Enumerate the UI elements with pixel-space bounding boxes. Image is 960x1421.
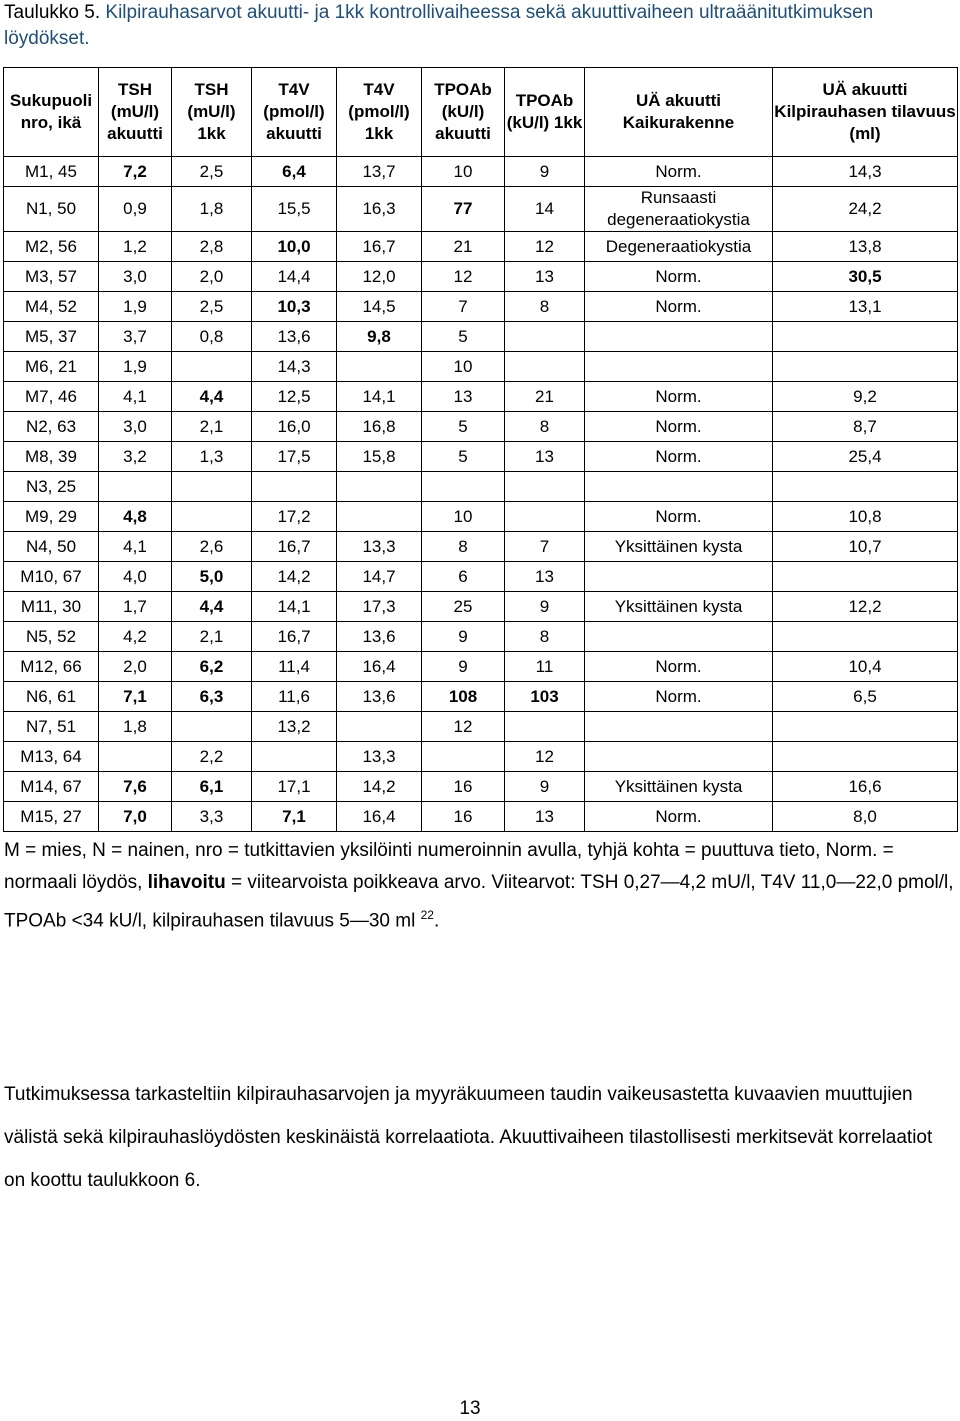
table-cell <box>773 562 958 592</box>
table-cell: 25,4 <box>773 442 958 472</box>
table-cell: 4,1 <box>99 532 172 562</box>
table-cell: 13,8 <box>773 232 958 262</box>
table-cell: 13,6 <box>337 682 422 712</box>
table-cell <box>585 712 773 742</box>
table-row <box>4 622 958 652</box>
note-reference: 22 <box>420 908 434 922</box>
table-row <box>4 157 958 187</box>
table-cell: Yksittäinen kysta <box>585 772 773 802</box>
table-cell: Norm. <box>585 442 773 472</box>
table-cell: 12,5 <box>252 382 337 412</box>
table-cell: 7,0 <box>99 802 172 832</box>
table-cell: 7,2 <box>99 157 172 187</box>
table-row <box>4 292 958 322</box>
body-paragraph: Tutkimuksessa tarkasteltiin kilpirauhasarvojen ja myyräkuumeen taudin vaikeusastetta kuvaavien muuttujien välistä sekä kilpirauhaslöydösten keskinäistä korrelaatiota. Akuuttivaiheen tilastollisesti merkitsevät korrelaatiot on koottu taulukkoon 6. <box>4 1084 933 1191</box>
table-row <box>4 742 958 772</box>
table-cell: 3,2 <box>99 442 172 472</box>
table-cell <box>773 742 958 772</box>
table-cell: M7, 46 <box>4 382 99 412</box>
table-row <box>4 262 958 292</box>
table-row <box>4 472 958 502</box>
table-cell <box>252 472 337 502</box>
table-cell <box>505 712 585 742</box>
table-cell: 2,0 <box>99 652 172 682</box>
table-cell: 2,5 <box>172 292 252 322</box>
table-row <box>4 502 958 532</box>
table-cell <box>585 622 773 652</box>
table-cell: 2,5 <box>172 157 252 187</box>
table-cell: 6 <box>422 562 505 592</box>
table-cell <box>773 352 958 382</box>
table-cell: 2,0 <box>172 262 252 292</box>
table-cell: 8,0 <box>773 802 958 832</box>
table-cell: 6,4 <box>252 157 337 187</box>
table-row <box>4 562 958 592</box>
table-cell: 9 <box>505 157 585 187</box>
table-cell: 0,9 <box>99 187 172 232</box>
table-cell <box>773 322 958 352</box>
table-cell: 14,1 <box>252 592 337 622</box>
table-cell <box>505 472 585 502</box>
table-cell <box>337 352 422 382</box>
table-cell: 12,0 <box>337 262 422 292</box>
table-cell: 4,2 <box>99 622 172 652</box>
table-cell: 12 <box>422 262 505 292</box>
table-cell <box>337 712 422 742</box>
table-row <box>4 382 958 412</box>
table-cell: Norm. <box>585 502 773 532</box>
table-cell: 2,8 <box>172 232 252 262</box>
table-cell: Norm. <box>585 802 773 832</box>
table-cell: 10 <box>422 157 505 187</box>
table-cell: Yksittäinen kysta <box>585 532 773 562</box>
column-header: TSH (mU/l) akuutti <box>99 68 172 157</box>
table-row <box>4 442 958 472</box>
table-row <box>4 352 958 382</box>
table-cell <box>505 502 585 532</box>
table-cell: 9 <box>422 622 505 652</box>
table-cell: 4,4 <box>172 382 252 412</box>
note-part2: = viitearvoista poikkeava arvo. Viitearvot: TSH 0,27—4,2 mU/l, T4V 11,0—22,0 pmol/l, TPOAb <34 kU/l, kilpirauhasen tilavuus 5—30 ml <box>4 872 954 932</box>
table-cell: 1,8 <box>172 187 252 232</box>
table-cell: Norm. <box>585 292 773 322</box>
table-cell: 12 <box>505 232 585 262</box>
table-cell: M13, 64 <box>4 742 99 772</box>
table-cell: M8, 39 <box>4 442 99 472</box>
table-cell: M15, 27 <box>4 802 99 832</box>
table-cell: 14 <box>505 187 585 232</box>
caption-text: Kilpirauhasarvot akuutti- ja 1kk kontrollivaiheessa sekä akuuttivaiheen ultraäänitutkimuksen löydökset. <box>4 2 874 49</box>
table-cell: M11, 30 <box>4 592 99 622</box>
table-cell: 13 <box>505 562 585 592</box>
table-cell: 16,8 <box>337 412 422 442</box>
table-row <box>4 532 958 562</box>
table-cell <box>505 352 585 382</box>
table-cell: 2,1 <box>172 412 252 442</box>
table-row <box>4 682 958 712</box>
page-number: 13 <box>459 1398 481 1419</box>
table-cell: M5, 37 <box>4 322 99 352</box>
table-row <box>4 712 958 742</box>
table-cell: 13,3 <box>337 742 422 772</box>
table-cell: 7,6 <box>99 772 172 802</box>
table-cell: 8,7 <box>773 412 958 442</box>
table-cell: 14,7 <box>337 562 422 592</box>
table-cell: 103 <box>505 682 585 712</box>
table-cell: 21 <box>422 232 505 262</box>
table-cell: 13,2 <box>252 712 337 742</box>
table-cell: 16,3 <box>337 187 422 232</box>
table-cell: 15,8 <box>337 442 422 472</box>
table-cell: 16,4 <box>337 802 422 832</box>
table-cell: 2,1 <box>172 622 252 652</box>
table-row <box>4 652 958 682</box>
column-header: T4V (pmol/l) akuutti <box>252 68 337 157</box>
table-cell <box>422 742 505 772</box>
table-cell: 16,7 <box>252 622 337 652</box>
table-cell: 25 <box>422 592 505 622</box>
table-cell: 1,9 <box>99 292 172 322</box>
table-row <box>4 322 958 352</box>
table-cell: 17,3 <box>337 592 422 622</box>
table-cell <box>773 472 958 502</box>
table-cell: N6, 61 <box>4 682 99 712</box>
table-cell <box>172 352 252 382</box>
table-cell: 24,2 <box>773 187 958 232</box>
table-cell: 1,7 <box>99 592 172 622</box>
table-cell: M4, 52 <box>4 292 99 322</box>
table-cell: M1, 45 <box>4 157 99 187</box>
table-cell: M9, 29 <box>4 502 99 532</box>
table-cell: 11,4 <box>252 652 337 682</box>
table-cell <box>99 472 172 502</box>
table-cell: 8 <box>505 412 585 442</box>
table-cell <box>585 352 773 382</box>
table-cell <box>773 712 958 742</box>
table-cell: 14,5 <box>337 292 422 322</box>
table-cell: 13 <box>505 802 585 832</box>
table-cell: 10,4 <box>773 652 958 682</box>
table-cell <box>585 742 773 772</box>
column-header: TPOAb (kU/l) 1kk <box>505 68 585 157</box>
table-cell: M14, 67 <box>4 772 99 802</box>
table-cell: 13,6 <box>337 622 422 652</box>
table-cell: 9,8 <box>337 322 422 352</box>
table-cell: 30,5 <box>773 262 958 292</box>
table-cell <box>585 562 773 592</box>
table-cell: 8 <box>505 292 585 322</box>
table-cell: Norm. <box>585 262 773 292</box>
table-cell: 16 <box>422 772 505 802</box>
table-cell: 4,0 <box>99 562 172 592</box>
table-cell: 13,7 <box>337 157 422 187</box>
table-row <box>4 592 958 622</box>
table-cell: M10, 67 <box>4 562 99 592</box>
table-cell: 2,2 <box>172 742 252 772</box>
table-cell: 6,2 <box>172 652 252 682</box>
table-cell: 10,7 <box>773 532 958 562</box>
table-cell: M6, 21 <box>4 352 99 382</box>
table-cell <box>337 502 422 532</box>
table-cell: 16,6 <box>773 772 958 802</box>
table-cell: 1,8 <box>99 712 172 742</box>
table-cell: Degeneraatiokystia <box>585 232 773 262</box>
table-cell: Norm. <box>585 382 773 412</box>
table-cell: M12, 66 <box>4 652 99 682</box>
table-cell <box>585 322 773 352</box>
table-cell: Runsaasti degeneraatiokystia <box>585 187 773 232</box>
table-cell: 5 <box>422 442 505 472</box>
table-cell: 6,3 <box>172 682 252 712</box>
table-cell <box>172 472 252 502</box>
table-cell: 9 <box>422 652 505 682</box>
table-cell: 7 <box>422 292 505 322</box>
table-cell: 16,0 <box>252 412 337 442</box>
table-cell: 14,4 <box>252 262 337 292</box>
note-end: . <box>433 910 440 932</box>
table-cell: 9,2 <box>773 382 958 412</box>
note-part1: M = mies, N = nainen, nro = tutkittavien yksilöinti numeroinnin avulla, tyhjä kohta = puuttuva tieto, Norm. = normaali löydös, <box>4 840 894 893</box>
table-cell: 3,3 <box>172 802 252 832</box>
table-cell <box>585 472 773 502</box>
table-cell: 13,6 <box>252 322 337 352</box>
table-cell: 77 <box>422 187 505 232</box>
column-header: UÄ akuutti Kaikurakenne <box>585 68 773 157</box>
table-cell: 3,0 <box>99 412 172 442</box>
table-cell: 4,1 <box>99 382 172 412</box>
table-cell: 8 <box>505 622 585 652</box>
table-cell: 10,8 <box>773 502 958 532</box>
caption-label: Taulukko 5. <box>4 2 101 23</box>
table-cell <box>252 742 337 772</box>
table-cell: 7,1 <box>252 802 337 832</box>
table-cell: 13 <box>422 382 505 412</box>
table-cell: N5, 52 <box>4 622 99 652</box>
table-cell: Norm. <box>585 652 773 682</box>
table-cell: 14,3 <box>773 157 958 187</box>
table-cell: 12,2 <box>773 592 958 622</box>
table-cell: 6,1 <box>172 772 252 802</box>
table-cell <box>172 712 252 742</box>
table-cell: 17,2 <box>252 502 337 532</box>
column-header: Sukupuoli nro, ikä <box>4 68 99 157</box>
table-cell: 14,1 <box>337 382 422 412</box>
table-cell: 13 <box>505 262 585 292</box>
table-cell <box>505 322 585 352</box>
table-cell: 16,4 <box>337 652 422 682</box>
table-cell: 7 <box>505 532 585 562</box>
table-cell <box>337 472 422 502</box>
table-cell: 1,9 <box>99 352 172 382</box>
table-cell: 6,5 <box>773 682 958 712</box>
table-cell: 17,5 <box>252 442 337 472</box>
note-bold: lihavoitu <box>147 872 226 893</box>
table-cell: 21 <box>505 382 585 412</box>
table-cell: 16 <box>422 802 505 832</box>
table-cell: 14,2 <box>252 562 337 592</box>
table-cell: 10,3 <box>252 292 337 322</box>
table-note <box>4 835 954 937</box>
table-row <box>4 772 958 802</box>
table-cell: 9 <box>505 772 585 802</box>
table-cell: 9 <box>505 592 585 622</box>
table-cell: 13,1 <box>773 292 958 322</box>
table-cell: 7,1 <box>99 682 172 712</box>
table-cell: 16,7 <box>337 232 422 262</box>
table-row <box>4 187 958 232</box>
table-cell: 13,3 <box>337 532 422 562</box>
table-cell: 12 <box>505 742 585 772</box>
table-cell: 14,3 <box>252 352 337 382</box>
table-cell: 4,4 <box>172 592 252 622</box>
table-cell: 4,8 <box>99 502 172 532</box>
table-cell: N7, 51 <box>4 712 99 742</box>
table-cell: 16,7 <box>252 532 337 562</box>
table-cell: 10 <box>422 502 505 532</box>
table-cell: 17,1 <box>252 772 337 802</box>
table-cell: Norm. <box>585 412 773 442</box>
table-cell: 11,6 <box>252 682 337 712</box>
table-row <box>4 802 958 832</box>
table-cell: 10 <box>422 352 505 382</box>
table-cell: 8 <box>422 532 505 562</box>
table-cell: 5,0 <box>172 562 252 592</box>
table-cell: 13 <box>505 442 585 472</box>
table-cell: Norm. <box>585 682 773 712</box>
table-cell <box>773 622 958 652</box>
header-row <box>4 68 958 157</box>
table-cell: N3, 25 <box>4 472 99 502</box>
table-cell: Norm. <box>585 157 773 187</box>
table-cell: M2, 56 <box>4 232 99 262</box>
column-header: TPOAb (kU/l) akuutti <box>422 68 505 157</box>
column-header: UÄ akuutti Kilpirauhasen tilavuus (ml) <box>773 68 958 157</box>
column-header: TSH (mU/l) 1kk <box>172 68 252 157</box>
table-cell: N1, 50 <box>4 187 99 232</box>
thyroid-results-table <box>3 67 958 832</box>
table-cell <box>422 472 505 502</box>
table-cell: 3,0 <box>99 262 172 292</box>
table-cell: 10,0 <box>252 232 337 262</box>
table-cell <box>99 742 172 772</box>
table-cell <box>172 502 252 532</box>
table-cell: 14,2 <box>337 772 422 802</box>
table-cell: N2, 63 <box>4 412 99 442</box>
table-cell: 0,8 <box>172 322 252 352</box>
table-row <box>4 412 958 442</box>
table-cell: 2,6 <box>172 532 252 562</box>
table-cell: 5 <box>422 322 505 352</box>
table-cell: Yksittäinen kysta <box>585 592 773 622</box>
table-cell: 11 <box>505 652 585 682</box>
table-cell: M3, 57 <box>4 262 99 292</box>
table-cell: 1,3 <box>172 442 252 472</box>
table-cell: 3,7 <box>99 322 172 352</box>
column-header: T4V (pmol/l) 1kk <box>337 68 422 157</box>
table-cell: 1,2 <box>99 232 172 262</box>
table-cell: 12 <box>422 712 505 742</box>
table-caption <box>4 0 954 52</box>
table-cell: 15,5 <box>252 187 337 232</box>
table-cell: 5 <box>422 412 505 442</box>
table-cell: N4, 50 <box>4 532 99 562</box>
table-row <box>4 232 958 262</box>
table-cell: 108 <box>422 682 505 712</box>
